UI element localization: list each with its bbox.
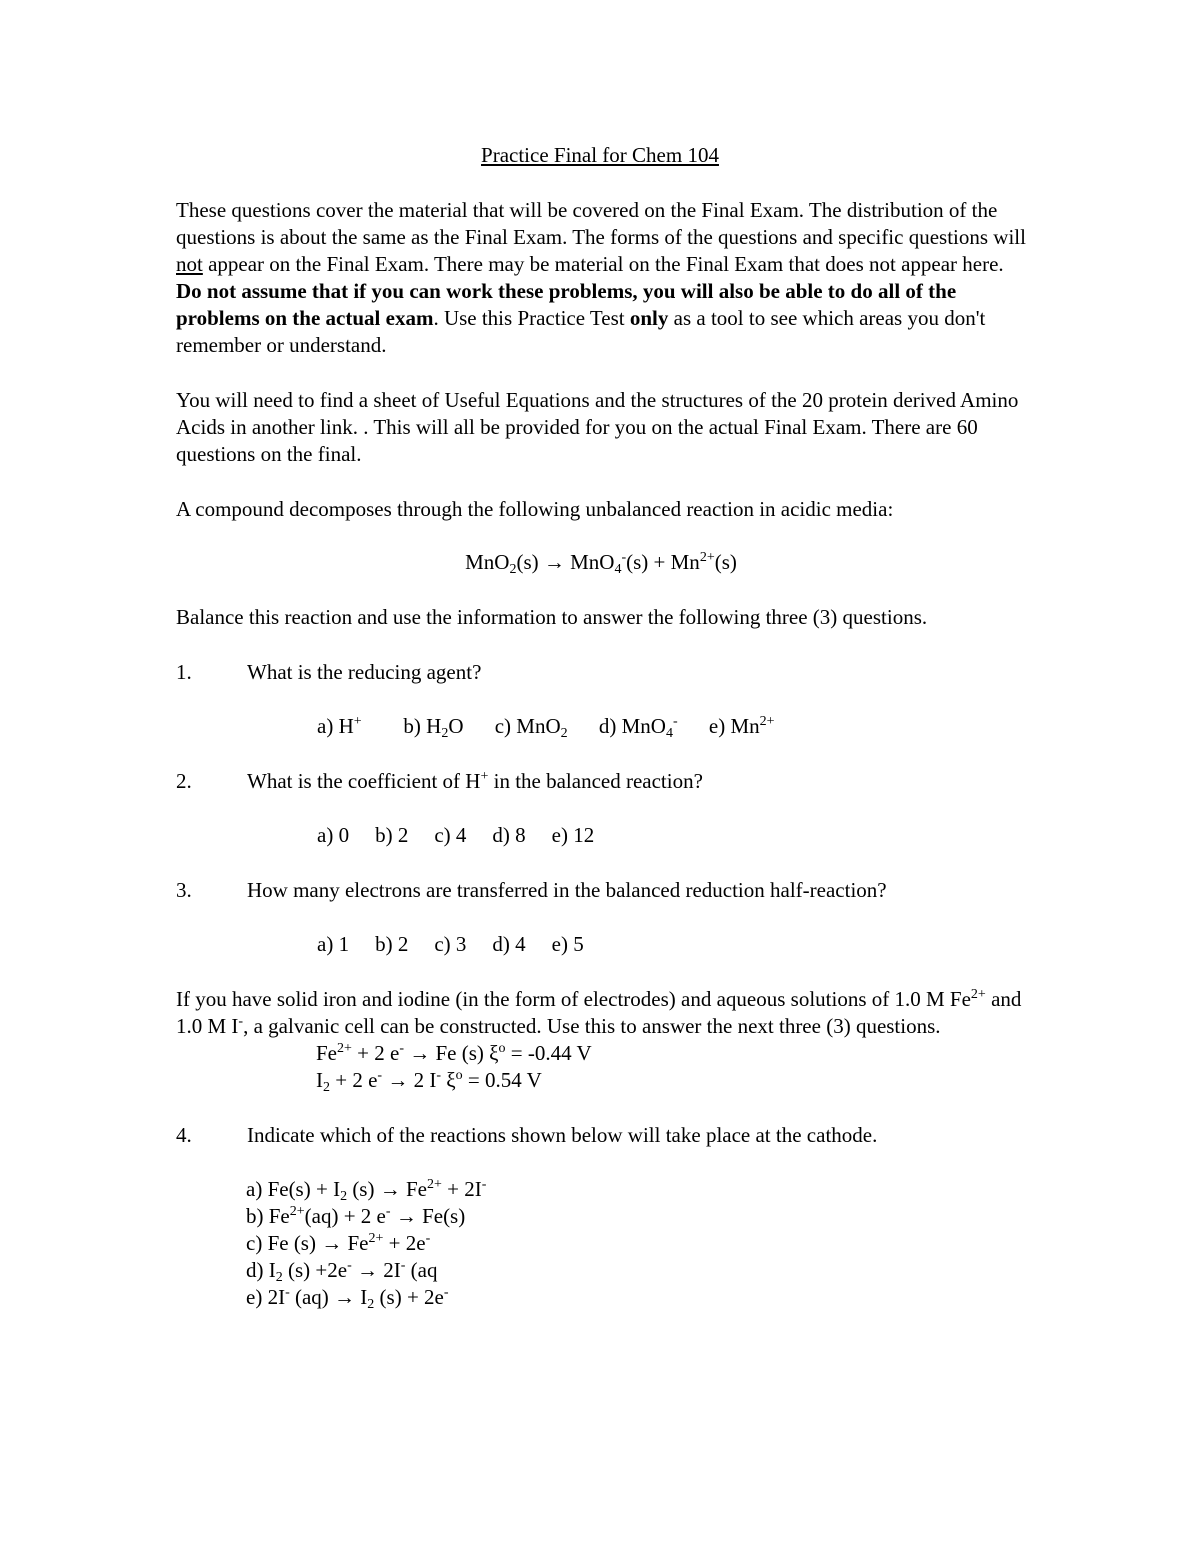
choice-d: d) MnO$_4$- — [598, 714, 678, 741]
question-1 — [176, 659, 1026, 686]
choice-e: e) 12 — [551, 823, 595, 847]
half-reactions — [316, 1040, 1026, 1094]
choice-d: d) 8 — [492, 823, 526, 847]
choice-c: c) Fe $(s) \to Fe^{2+} + 2e^-$ — [246, 1231, 431, 1255]
choice-d: d) $I_2$ (s) +2e- → 2I- (aq — [246, 1258, 438, 1285]
choice-a: a) H+ — [317, 714, 362, 738]
choice-a: a) 0 — [317, 823, 350, 847]
half-reaction-iodine: $I_2 + 2$ e- → 2 I- $\xi^o = 0.54$ V — [316, 1068, 542, 1095]
choice-c: c) 4 — [434, 823, 467, 847]
half-reaction-iron: $Fe^{2+} + 2$ e- → Fe (s) $\xi^o = -0.44$ V — [316, 1041, 592, 1065]
question-text: What is the coefficient of H+ in the balanced reaction? — [247, 769, 703, 793]
question-text: Indicate which of the reactions shown below will take place at the cathode. — [247, 1123, 878, 1147]
warning-text: Do not assume that if you can work these problems, you will also be able to do all of the problems on the actual exam — [176, 279, 957, 330]
choice-c: c) MnO$_2$ — [494, 714, 568, 741]
question-text: What is the reducing agent? — [247, 660, 482, 684]
question-4 — [176, 1122, 1026, 1149]
question-4-choices — [246, 1176, 1026, 1311]
question-number: 2. — [176, 769, 192, 793]
question-3-choices — [317, 931, 1026, 958]
choice-b: b) $H_2O$ — [403, 714, 464, 741]
cell-intro: If you have solid iron and iodine (in the form of electrodes) and aqueous solutions of 1.0 M $Fe^{2+}$ and 1.0 M I-, a galvanic cell can be constructed. Use this to answer the next three (3) questions. — [176, 987, 1022, 1038]
question-3 — [176, 877, 1026, 904]
question-2-choices — [317, 822, 1026, 849]
choice-e: e) 5 — [551, 932, 584, 956]
resources-paragraph: You will need to find a sheet of Useful Equations and the structures of the 20 protein derived Amino Acids in another link. . This will all be provided for you on the actual Final Exam. There are 60 questions on the final. — [176, 388, 1019, 466]
question-1-choices — [317, 713, 1026, 740]
choice-c: c) 3 — [434, 932, 467, 956]
choice-a: a) $Fe(s) + I_2$ $(s) \to Fe^{2+} + 2I^-$ — [246, 1177, 487, 1204]
choice-b: b) 2 — [375, 823, 409, 847]
balance-instructions: Balance this reaction and use the information to answer the following three (3) questions. — [176, 605, 928, 629]
question-number: 4. — [176, 1123, 192, 1147]
choice-e: e) 2I- $(aq) \to I_2$ (s) + 2e- — [246, 1285, 449, 1312]
choice-b: b) $Fe^{2+}(aq) + 2$ e- → Fe(s) — [246, 1204, 466, 1228]
choice-e: e) $Mn^{2+}$ — [708, 714, 775, 738]
document-content — [176, 142, 1026, 1311]
question-number: 1. — [176, 660, 192, 684]
choice-d: d) 4 — [492, 932, 526, 956]
choice-a: a) 1 — [317, 932, 350, 956]
choice-b: b) 2 — [375, 932, 409, 956]
question-number: 3. — [176, 878, 192, 902]
intro-paragraph: These questions cover the material that will be covered on the Final Exam. The distribution of the questions is about the same as the Final Exam. The forms of the questions and specific questions will not appear on the Final Exam. There may be material on the Final Exam that does not appear here. Do not assume that if you can work these problems, you will also be able to do all of the problems on the actual exam. Use this Practice Test only as a tool to see which areas you don't remember or understand. — [176, 198, 1026, 357]
page-title: Practice Final for Chem 104 — [481, 143, 719, 167]
question-2 — [176, 768, 1026, 795]
reaction-intro: A compound decomposes through the following unbalanced reaction in acidic media: — [176, 497, 894, 521]
question-text: How many electrons are transferred in the balanced reduction half-reaction? — [247, 878, 887, 902]
unbalanced-reaction: $MnO_2(s) \to MnO_4^-(s) + Mn^{2+}(s)$ — [465, 550, 737, 577]
